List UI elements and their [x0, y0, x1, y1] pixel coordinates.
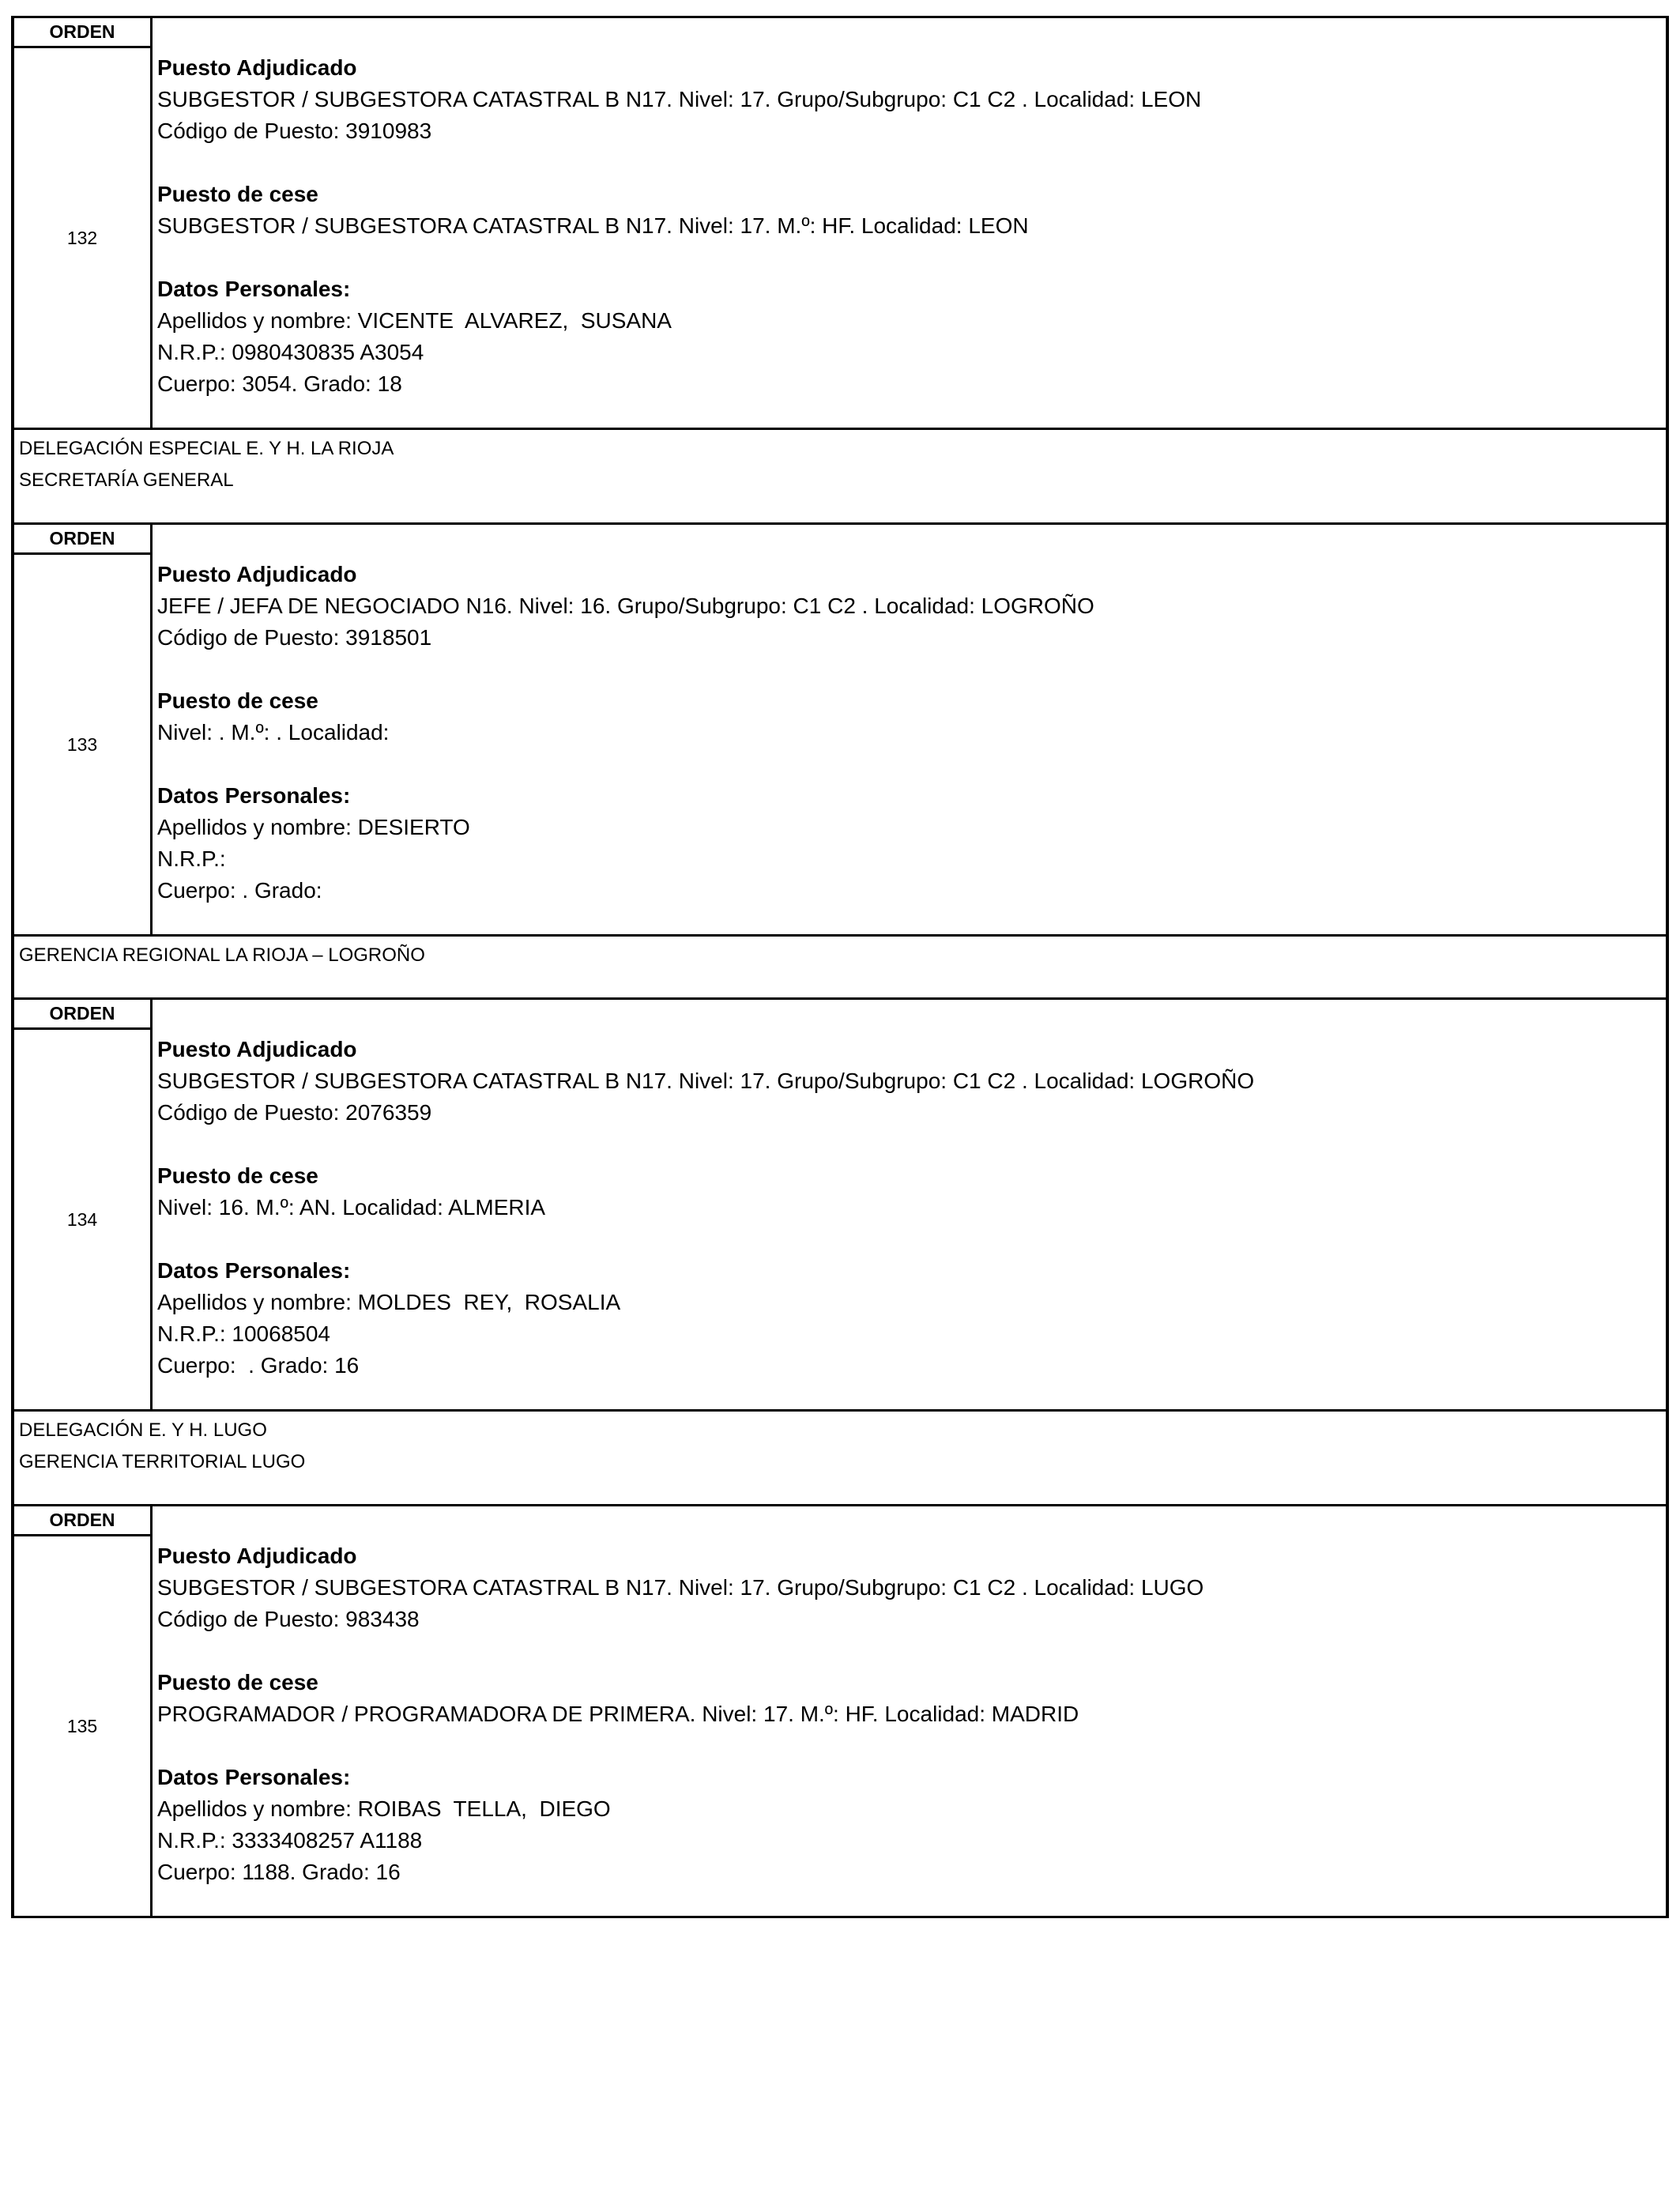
orden-header: ORDEN — [14, 1506, 150, 1536]
puesto-adjudicado-heading: Puesto Adjudicado — [157, 55, 357, 80]
document-table — [11, 16, 1669, 1918]
nrp: N.R.P.: 10068504 — [157, 1321, 330, 1346]
puesto-adjudicado-heading: Puesto Adjudicado — [157, 562, 357, 586]
section-line: GERENCIA REGIONAL LA RIOJA – LOGROÑO — [19, 944, 425, 966]
orden-header: ORDEN — [14, 1000, 150, 1030]
puesto-cese-text: PROGRAMADOR / PROGRAMADORA DE PRIMERA. Nivel: 17. M.º: HF. Localidad: MADRID — [157, 1702, 1079, 1726]
puesto-adjudicado-text: SUBGESTOR / SUBGESTORA CATASTRAL B N17. Nivel: 17. Grupo/Subgrupo: C1 C2 . Localidad: LUGO — [157, 1575, 1204, 1600]
puesto-adjudicado-text: SUBGESTOR / SUBGESTORA CATASTRAL B N17. Nivel: 17. Grupo/Subgrupo: C1 C2 . Localidad: LEON — [157, 87, 1202, 111]
entry-details — [153, 1000, 1666, 1409]
orden-header: ORDEN — [14, 525, 150, 555]
orden-number: 132 — [66, 227, 98, 248]
codigo-puesto: Código de Puesto: 2076359 — [157, 1100, 432, 1125]
section-header — [14, 1409, 1666, 1504]
nrp: N.R.P.: 3333408257 A1188 — [157, 1828, 423, 1853]
entry-row — [14, 1504, 1666, 1916]
entry-row — [14, 522, 1666, 934]
section-line: GERENCIA TERRITORIAL LUGO — [19, 1451, 306, 1472]
puesto-cese-heading: Puesto de cese — [157, 1163, 318, 1188]
nrp: N.R.P.: 0980430835 A3054 — [157, 340, 424, 364]
orden-column — [14, 1506, 153, 1916]
entry-details — [153, 1506, 1666, 1916]
datos-personales-heading: Datos Personales: — [157, 1765, 351, 1789]
orden-column — [14, 18, 153, 428]
datos-personales-heading: Datos Personales: — [157, 783, 351, 808]
puesto-adjudicado-heading: Puesto Adjudicado — [157, 1037, 357, 1061]
puesto-cese-text: Nivel: 16. M.º: AN. Localidad: ALMERIA — [157, 1195, 546, 1220]
codigo-puesto: Código de Puesto: 983438 — [157, 1607, 420, 1631]
entry-details — [153, 18, 1666, 428]
codigo-puesto: Código de Puesto: 3910983 — [157, 119, 432, 143]
puesto-cese-heading: Puesto de cese — [157, 182, 318, 206]
cuerpo-grado: Cuerpo: 1188. Grado: 16 — [157, 1860, 401, 1884]
section-line: DELEGACIÓN E. Y H. LUGO — [19, 1419, 267, 1441]
section-line: DELEGACIÓN ESPECIAL E. Y H. LA RIOJA — [19, 438, 394, 459]
apellidos-nombre: Apellidos y nombre: MOLDES REY, ROSALIA — [157, 1290, 621, 1314]
entry-row — [14, 997, 1666, 1409]
datos-personales-heading: Datos Personales: — [157, 277, 351, 301]
orden-number: 135 — [66, 1715, 98, 1736]
section-header — [14, 934, 1666, 997]
puesto-cese-heading: Puesto de cese — [157, 688, 318, 713]
orden-number: 134 — [66, 1208, 98, 1230]
entry-details — [153, 525, 1666, 934]
apellidos-nombre: Apellidos y nombre: VICENTE ALVAREZ, SUSANA — [157, 308, 672, 333]
puesto-cese-text: Nivel: . M.º: . Localidad: — [157, 720, 390, 745]
puesto-cese-text: SUBGESTOR / SUBGESTORA CATASTRAL B N17. Nivel: 17. M.º: HF. Localidad: LEON — [157, 213, 1029, 238]
cuerpo-grado: Cuerpo: . Grado: 16 — [157, 1353, 360, 1378]
entry-row — [14, 16, 1666, 428]
apellidos-nombre: Apellidos y nombre: DESIERTO — [157, 815, 470, 839]
cuerpo-grado: Cuerpo: 3054. Grado: 18 — [157, 371, 402, 396]
apellidos-nombre: Apellidos y nombre: ROIBAS TELLA, DIEGO — [157, 1796, 611, 1821]
datos-personales-heading: Datos Personales: — [157, 1258, 351, 1283]
puesto-adjudicado-text: JEFE / JEFA DE NEGOCIADO N16. Nivel: 16. Grupo/Subgrupo: C1 C2 . Localidad: LOGROÑO — [157, 594, 1094, 618]
section-header — [14, 428, 1666, 522]
codigo-puesto: Código de Puesto: 3918501 — [157, 625, 432, 650]
puesto-adjudicado-heading: Puesto Adjudicado — [157, 1544, 357, 1568]
orden-number: 133 — [66, 733, 98, 755]
nrp: N.R.P.: — [157, 846, 226, 871]
orden-column — [14, 525, 153, 934]
orden-header: ORDEN — [14, 18, 150, 48]
orden-column — [14, 1000, 153, 1409]
puesto-adjudicado-text: SUBGESTOR / SUBGESTORA CATASTRAL B N17. Nivel: 17. Grupo/Subgrupo: C1 C2 . Localidad: LOGROÑO — [157, 1069, 1255, 1093]
cuerpo-grado: Cuerpo: . Grado: — [157, 878, 322, 903]
puesto-cese-heading: Puesto de cese — [157, 1670, 318, 1695]
section-line: SECRETARÍA GENERAL — [19, 469, 234, 491]
